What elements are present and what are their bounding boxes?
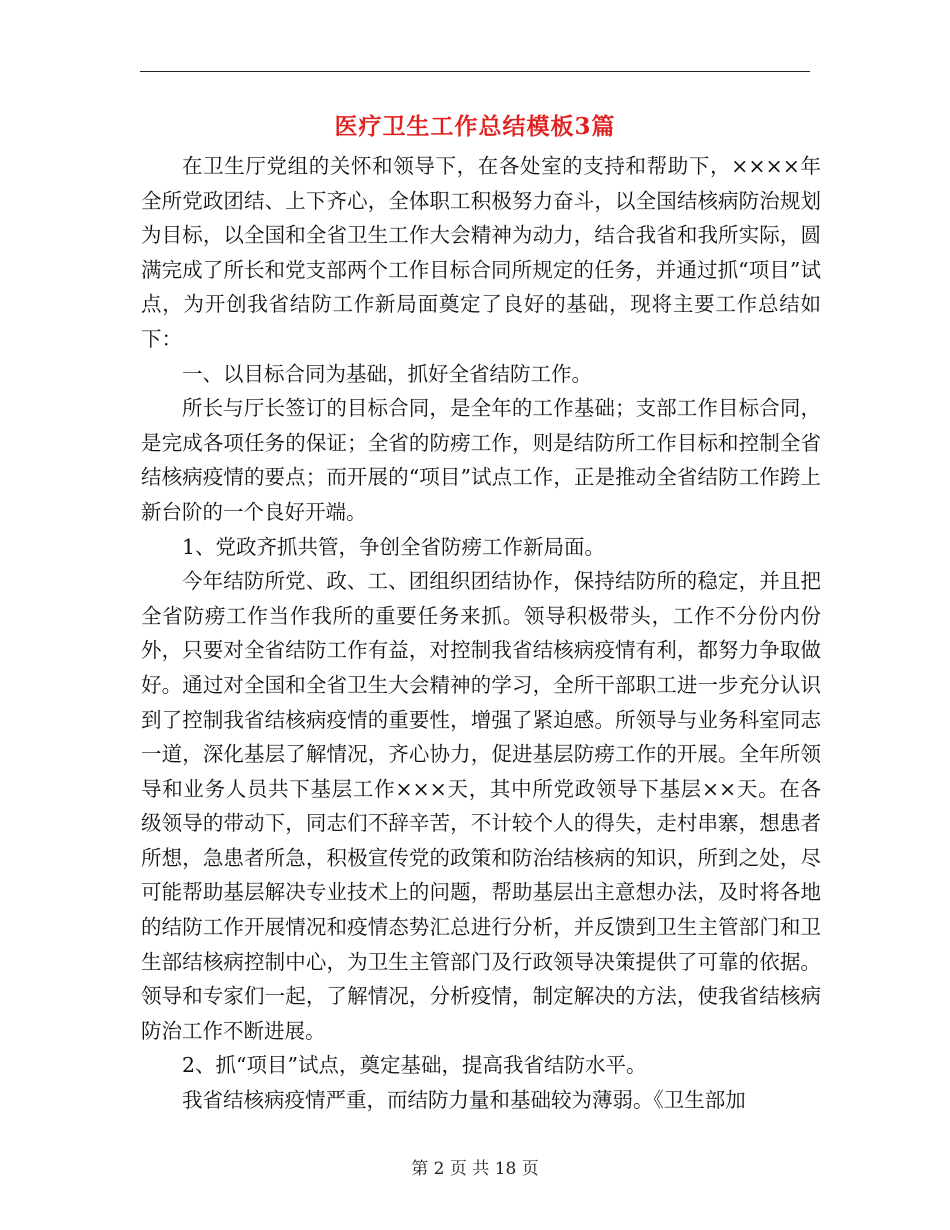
subheading-1: 1、党政齐抓共管，争创全省防痨工作新局面。 <box>182 534 606 559</box>
page-number-footer: 第 2 页 共 18 页 <box>411 1159 539 1179</box>
paragraph-intro: 在卫生厅党组的关怀和领导下，在各处室的支持和帮助下，××××年全所党政团结、上下齐心，全体职工积极努力奋斗，以全国结核病防治规划为目标，以全国和全省卫生工作大会精神为动力，结合我省和我所实际，圆满完成了所长和党支部两个工作目标合同所规定的任务，并通过抓“项目”试点，为开创我省结防工作新局面奠定了良好的基础，现将主要工作总结如下： <box>141 154 821 351</box>
paragraph-project-intro: 我省结核病疫情严重，而结防力量和基础较为薄弱。《卫生部加 <box>182 1088 746 1113</box>
section-heading-1: 一、以目标合同为基础，抓好全省结防工作。 <box>182 361 592 386</box>
document-title: 医疗卫生工作总结模板3篇 <box>334 113 616 140</box>
paragraph-party-government: 今年结防所党、政、工、团组织团结协作，保持结防所的稳定，并且把全省防痨工作当作我所的重要任务来抓。领导积极带头，工作不分份内份外，只要对全省结防工作有益，对控制我省结核病疫情有利，都努力争取做好。通过对全国和全省卫生大会精神的学习，全所干部职工进一步充分认识到了控制我省结核病疫情的重要性，增强了紧迫感。所领导与业务科室同志一道，深化基层了解情况，齐心协力，促进基层防痨工作的开展。全年所领导和业务人员共下基层工作×××天，其中所党政领导下基层××天。在各级领导的带动下，同志们不辞辛苦，不计较个人的得失，走村串寨，想患者所想，急患者所急，积极宣传党的政策和防治结核病的知识，所到之处，尽可能帮助基层解决专业技术上的问题，帮助基层出主意想办法，及时将各地的结防工作开展情况和疫情态势汇总进行分析，并反馈到卫生主管部门和卫生部结核病控制中心，为卫生主管部门及行政领导决策提供了可靠的依据。领导和专家们一起，了解情况，分析疫情，制定解决的方法，使我省结核病防治工作不断进展。 <box>141 569 821 1043</box>
paragraph-targets: 所长与厅长签订的目标合同，是全年的工作基础；支部工作目标合同，是完成各项任务的保证；全省的防痨工作，则是结防所工作目标和控制全省结核病疫情的要点；而开展的“项目”试点工作，正是推动全省结防工作跨上新台阶的一个良好开端。 <box>141 396 821 524</box>
header-rule <box>140 71 810 72</box>
document-body <box>141 149 821 1118</box>
subheading-2: 2、抓“项目”试点，奠定基础，提高我省结防水平。 <box>182 1053 647 1078</box>
